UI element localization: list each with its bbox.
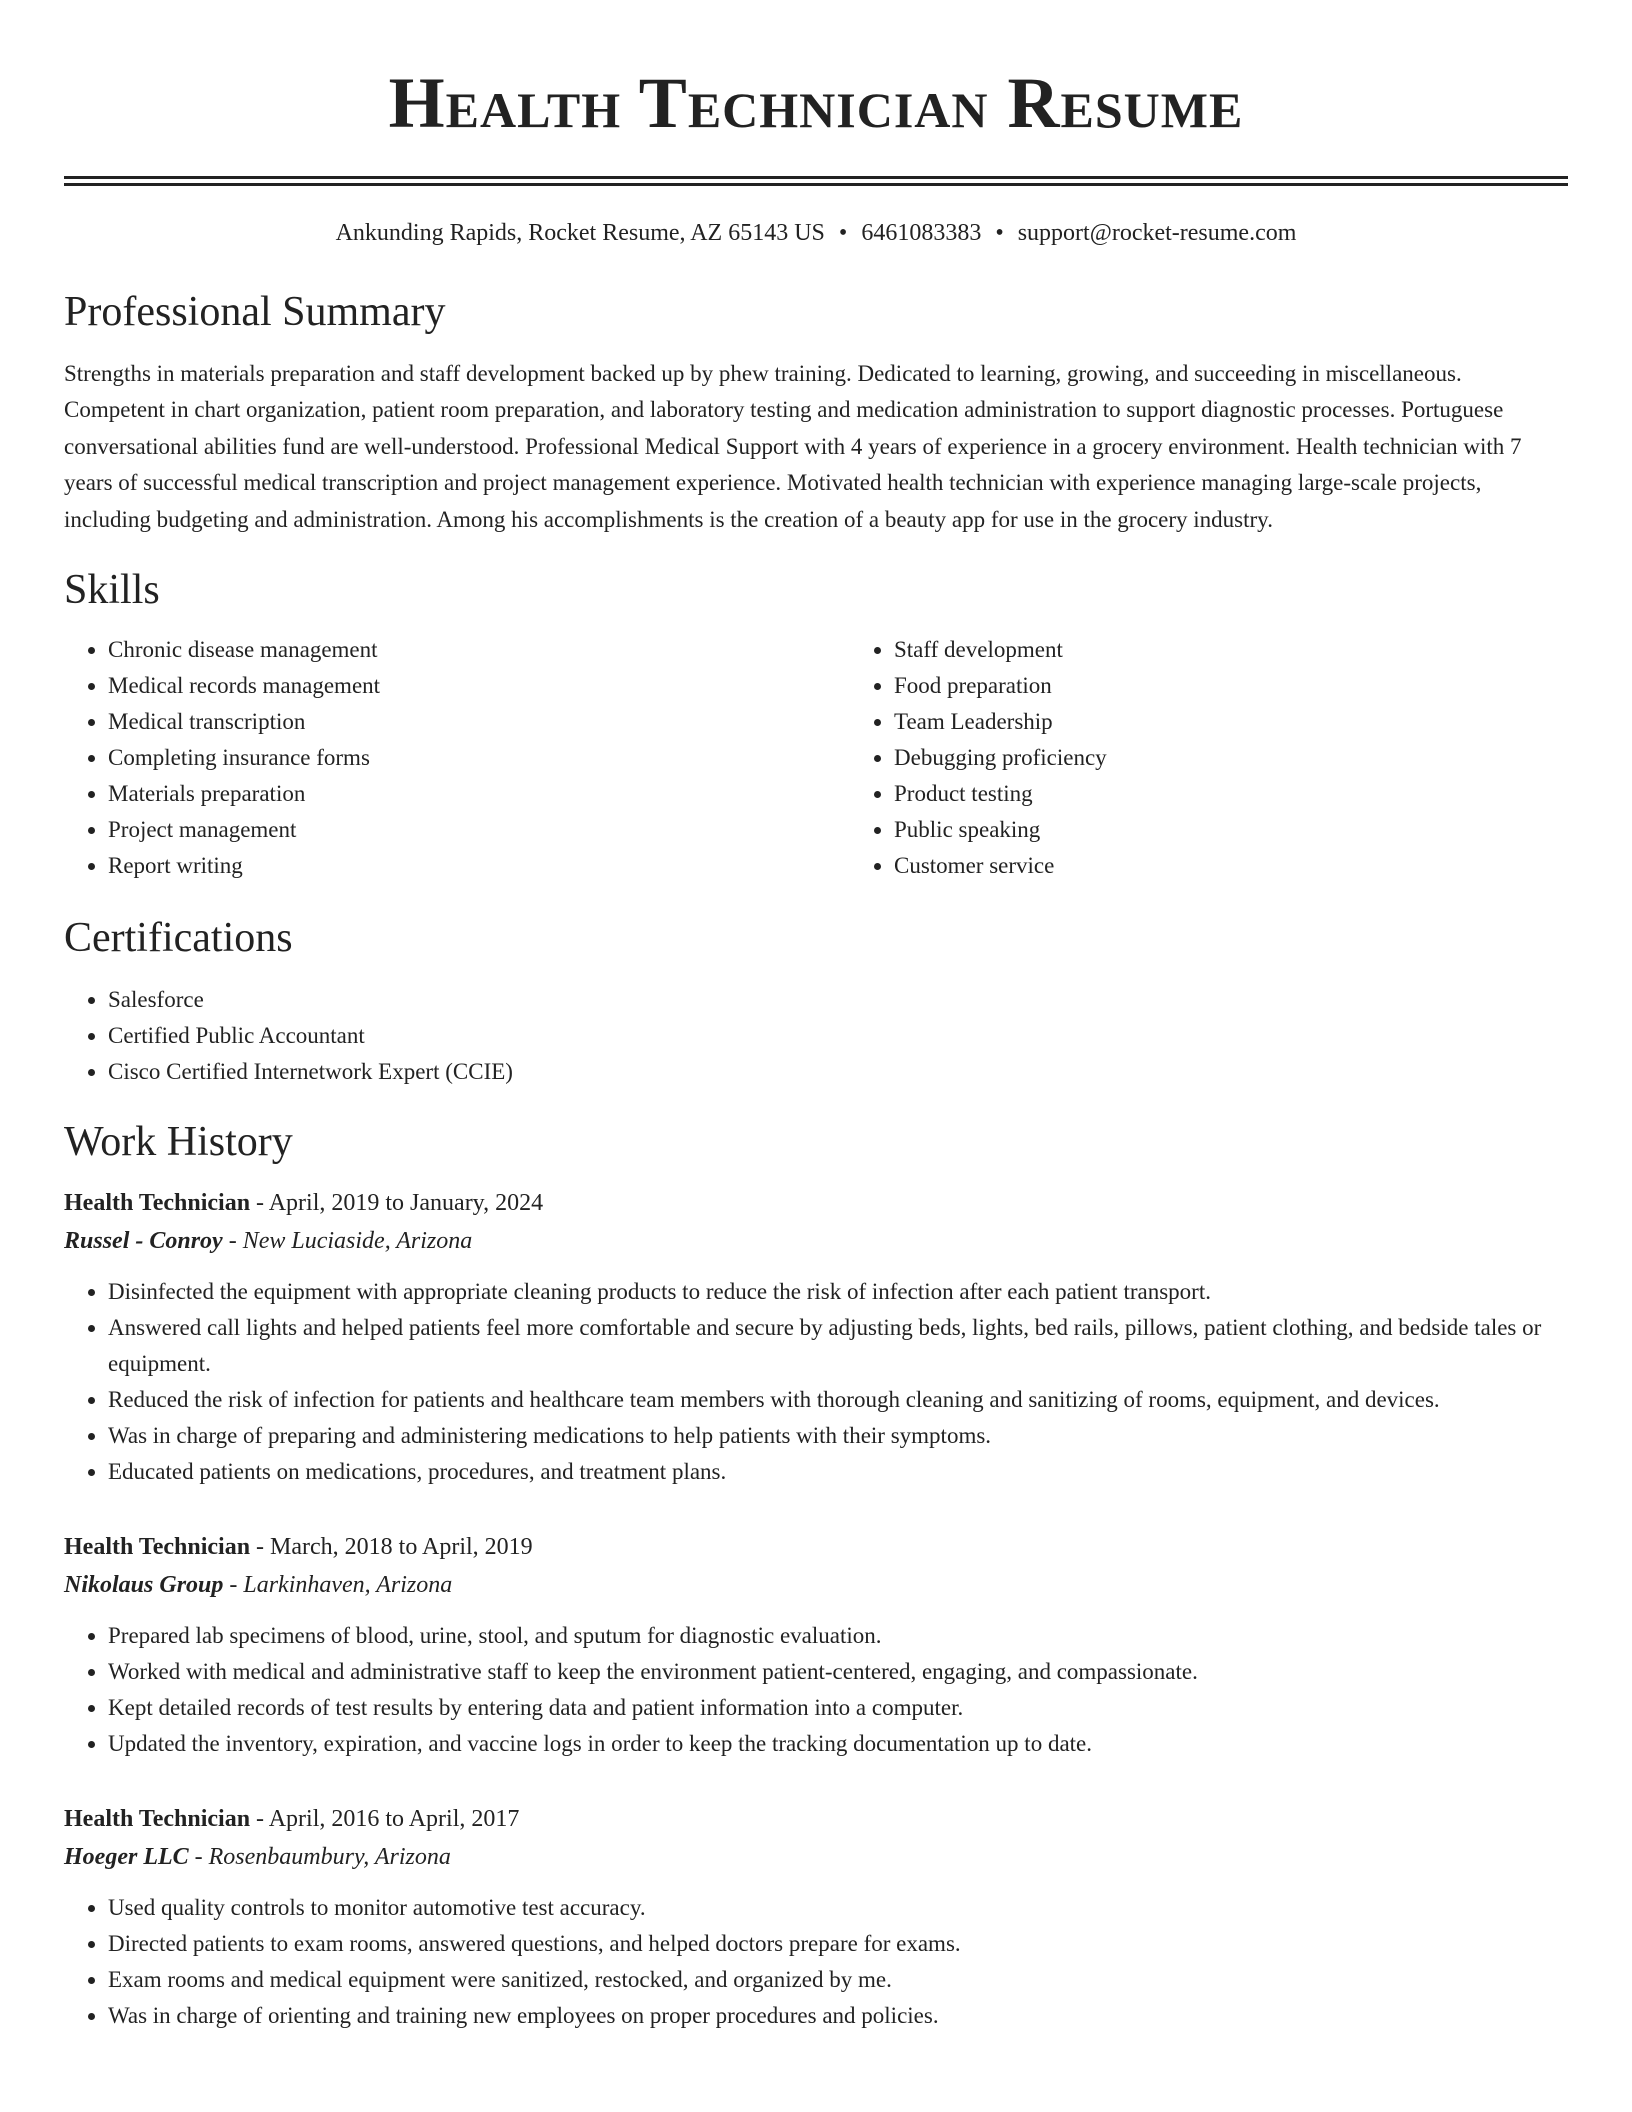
job-duty: • Answered call lights and helped patients feel more comfortable and secure by adjusting beds, lights, bed rails, pillows, patient clothing, and bedside tales or equipment. <box>108 1310 1568 1382</box>
skill-item: • Product testing <box>894 776 1632 812</box>
job-dates: - April, 2019 to January, 2024 <box>250 1190 544 1217</box>
certification-item: • Certified Public Accountant <box>108 1018 1568 1054</box>
contact-address: Ankunding Rapids, Rocket Resume, AZ 65143 US <box>335 220 825 246</box>
job-duty: • Prepared lab specimens of blood, urine, stool, and sputum for diagnostic evaluation. <box>108 1618 1568 1654</box>
job-entry <box>64 1184 1568 1490</box>
job-role: Health Technician <box>64 1806 251 1833</box>
skill-item: • Customer service <box>894 848 1632 884</box>
job-duty: • Disinfected the equipment with appropriate cleaning products to reduce the risk of infection after each patient transport. <box>108 1274 1568 1310</box>
work-history-heading: Work History <box>64 1119 293 1166</box>
certifications-list <box>64 982 1568 1090</box>
job-duties <box>64 1618 1568 1762</box>
job-location: - New Luciaside, Arizona <box>222 1228 473 1255</box>
job-duty: • Educated patients on medications, procedures, and treatment plans. <box>108 1454 1568 1490</box>
job-duty: • Kept detailed records of test results by entering data and patient information into a computer. <box>108 1690 1568 1726</box>
skill-item: • Medical transcription <box>108 704 850 740</box>
job-duty: • Was in charge of orienting and training new employees on proper procedures and policies. <box>108 1998 1568 2034</box>
job-duty: • Worked with medical and administrative staff to keep the environment patient-centered, engaging, and compassionate. <box>108 1654 1568 1690</box>
skill-item: • Staff development <box>894 632 1632 668</box>
job-duty: • Reduced the risk of infection for patients and healthcare team members with thorough cleaning and sanitizing of rooms, equipment, and devices. <box>108 1382 1568 1418</box>
summary-heading: Professional Summary <box>64 289 446 335</box>
resume-title: Health Technician Resume <box>388 63 1244 143</box>
summary-text: Strengths in materials preparation and staff development backed up by phew training. Dedicated to learning, growing, and succeeding in miscellaneous. Competent in chart organization, patient room preparation, and laboratory testing and medication administration to support diagnostic processes. Portuguese conversational abilities fund are well-understood. Professional Medical Support with 4 years of experience in a grocery environment. Health technician with 7 years of successful medical transcription and project management experience. Motivated health technician with experience managing large-scale projects, including budgeting and administration. Among his accomplishments is the creation of a beauty app for use in the grocery industry. <box>64 361 1522 532</box>
job-company: Russel - Conroy <box>64 1228 223 1255</box>
certifications-heading: Certifications <box>64 915 293 962</box>
skill-item: • Chronic disease management <box>108 632 850 668</box>
job-duty: • Used quality controls to monitor automotive test accuracy. <box>108 1890 1568 1926</box>
job-company-line <box>64 1222 1568 1260</box>
job-company: Nikolaus Group <box>64 1572 224 1599</box>
contact-email: support@rocket-resume.com <box>1017 220 1297 246</box>
contact-line <box>64 218 1568 248</box>
skills-heading: Skills <box>64 567 160 614</box>
skill-item: • Public speaking <box>894 812 1632 848</box>
job-role: Health Technician <box>64 1190 251 1217</box>
job-dates: - April, 2016 to April, 2017 <box>250 1806 520 1833</box>
skills-column-right <box>850 632 1632 884</box>
skill-item: • Project management <box>108 812 850 848</box>
job-duties <box>64 1274 1568 1490</box>
job-header <box>64 1528 1568 1566</box>
skills-column-left <box>64 632 850 884</box>
skill-item: • Debugging proficiency <box>894 740 1632 776</box>
job-duties <box>64 1890 1568 2034</box>
skill-item: • Completing insurance forms <box>108 740 850 776</box>
contact-phone: 6461083383 <box>861 220 982 246</box>
job-duty: • Was in charge of preparing and administering medications to help patients with their symptoms. <box>108 1418 1568 1454</box>
skill-item: • Medical records management <box>108 668 850 704</box>
resume-page <box>64 0 1568 2034</box>
job-duty: • Exam rooms and medical equipment were sanitized, restocked, and organized by me. <box>108 1962 1568 1998</box>
job-company-line <box>64 1838 1568 1876</box>
title-divider <box>64 176 1568 186</box>
job-dates: - March, 2018 to April, 2019 <box>250 1534 533 1561</box>
job-entry <box>64 1528 1568 1762</box>
skill-item: • Food preparation <box>894 668 1632 704</box>
contact-separator: • <box>995 220 1004 246</box>
job-header <box>64 1184 1568 1222</box>
job-location: - Larkinhaven, Arizona <box>223 1572 453 1599</box>
job-company: Hoeger LLC <box>64 1844 189 1871</box>
certification-item: • Cisco Certified Internetwork Expert (CCIE) <box>108 1054 1568 1090</box>
skill-item: • Team Leadership <box>894 704 1632 740</box>
job-location: - Rosenbaumbury, Arizona <box>188 1844 451 1871</box>
job-header <box>64 1800 1568 1838</box>
job-entry <box>64 1800 1568 2034</box>
job-role: Health Technician <box>64 1534 251 1561</box>
job-duty: • Directed patients to exam rooms, answered questions, and helped doctors prepare for exams. <box>108 1926 1568 1962</box>
job-duty: • Updated the inventory, expiration, and vaccine logs in order to keep the tracking documentation up to date. <box>108 1726 1568 1762</box>
job-company-line <box>64 1566 1568 1604</box>
skill-item: • Materials preparation <box>108 776 850 812</box>
contact-separator: • <box>838 220 848 246</box>
skills-grid <box>64 632 1568 884</box>
certification-item: • Salesforce <box>108 982 1568 1018</box>
skill-item: • Report writing <box>108 848 850 884</box>
